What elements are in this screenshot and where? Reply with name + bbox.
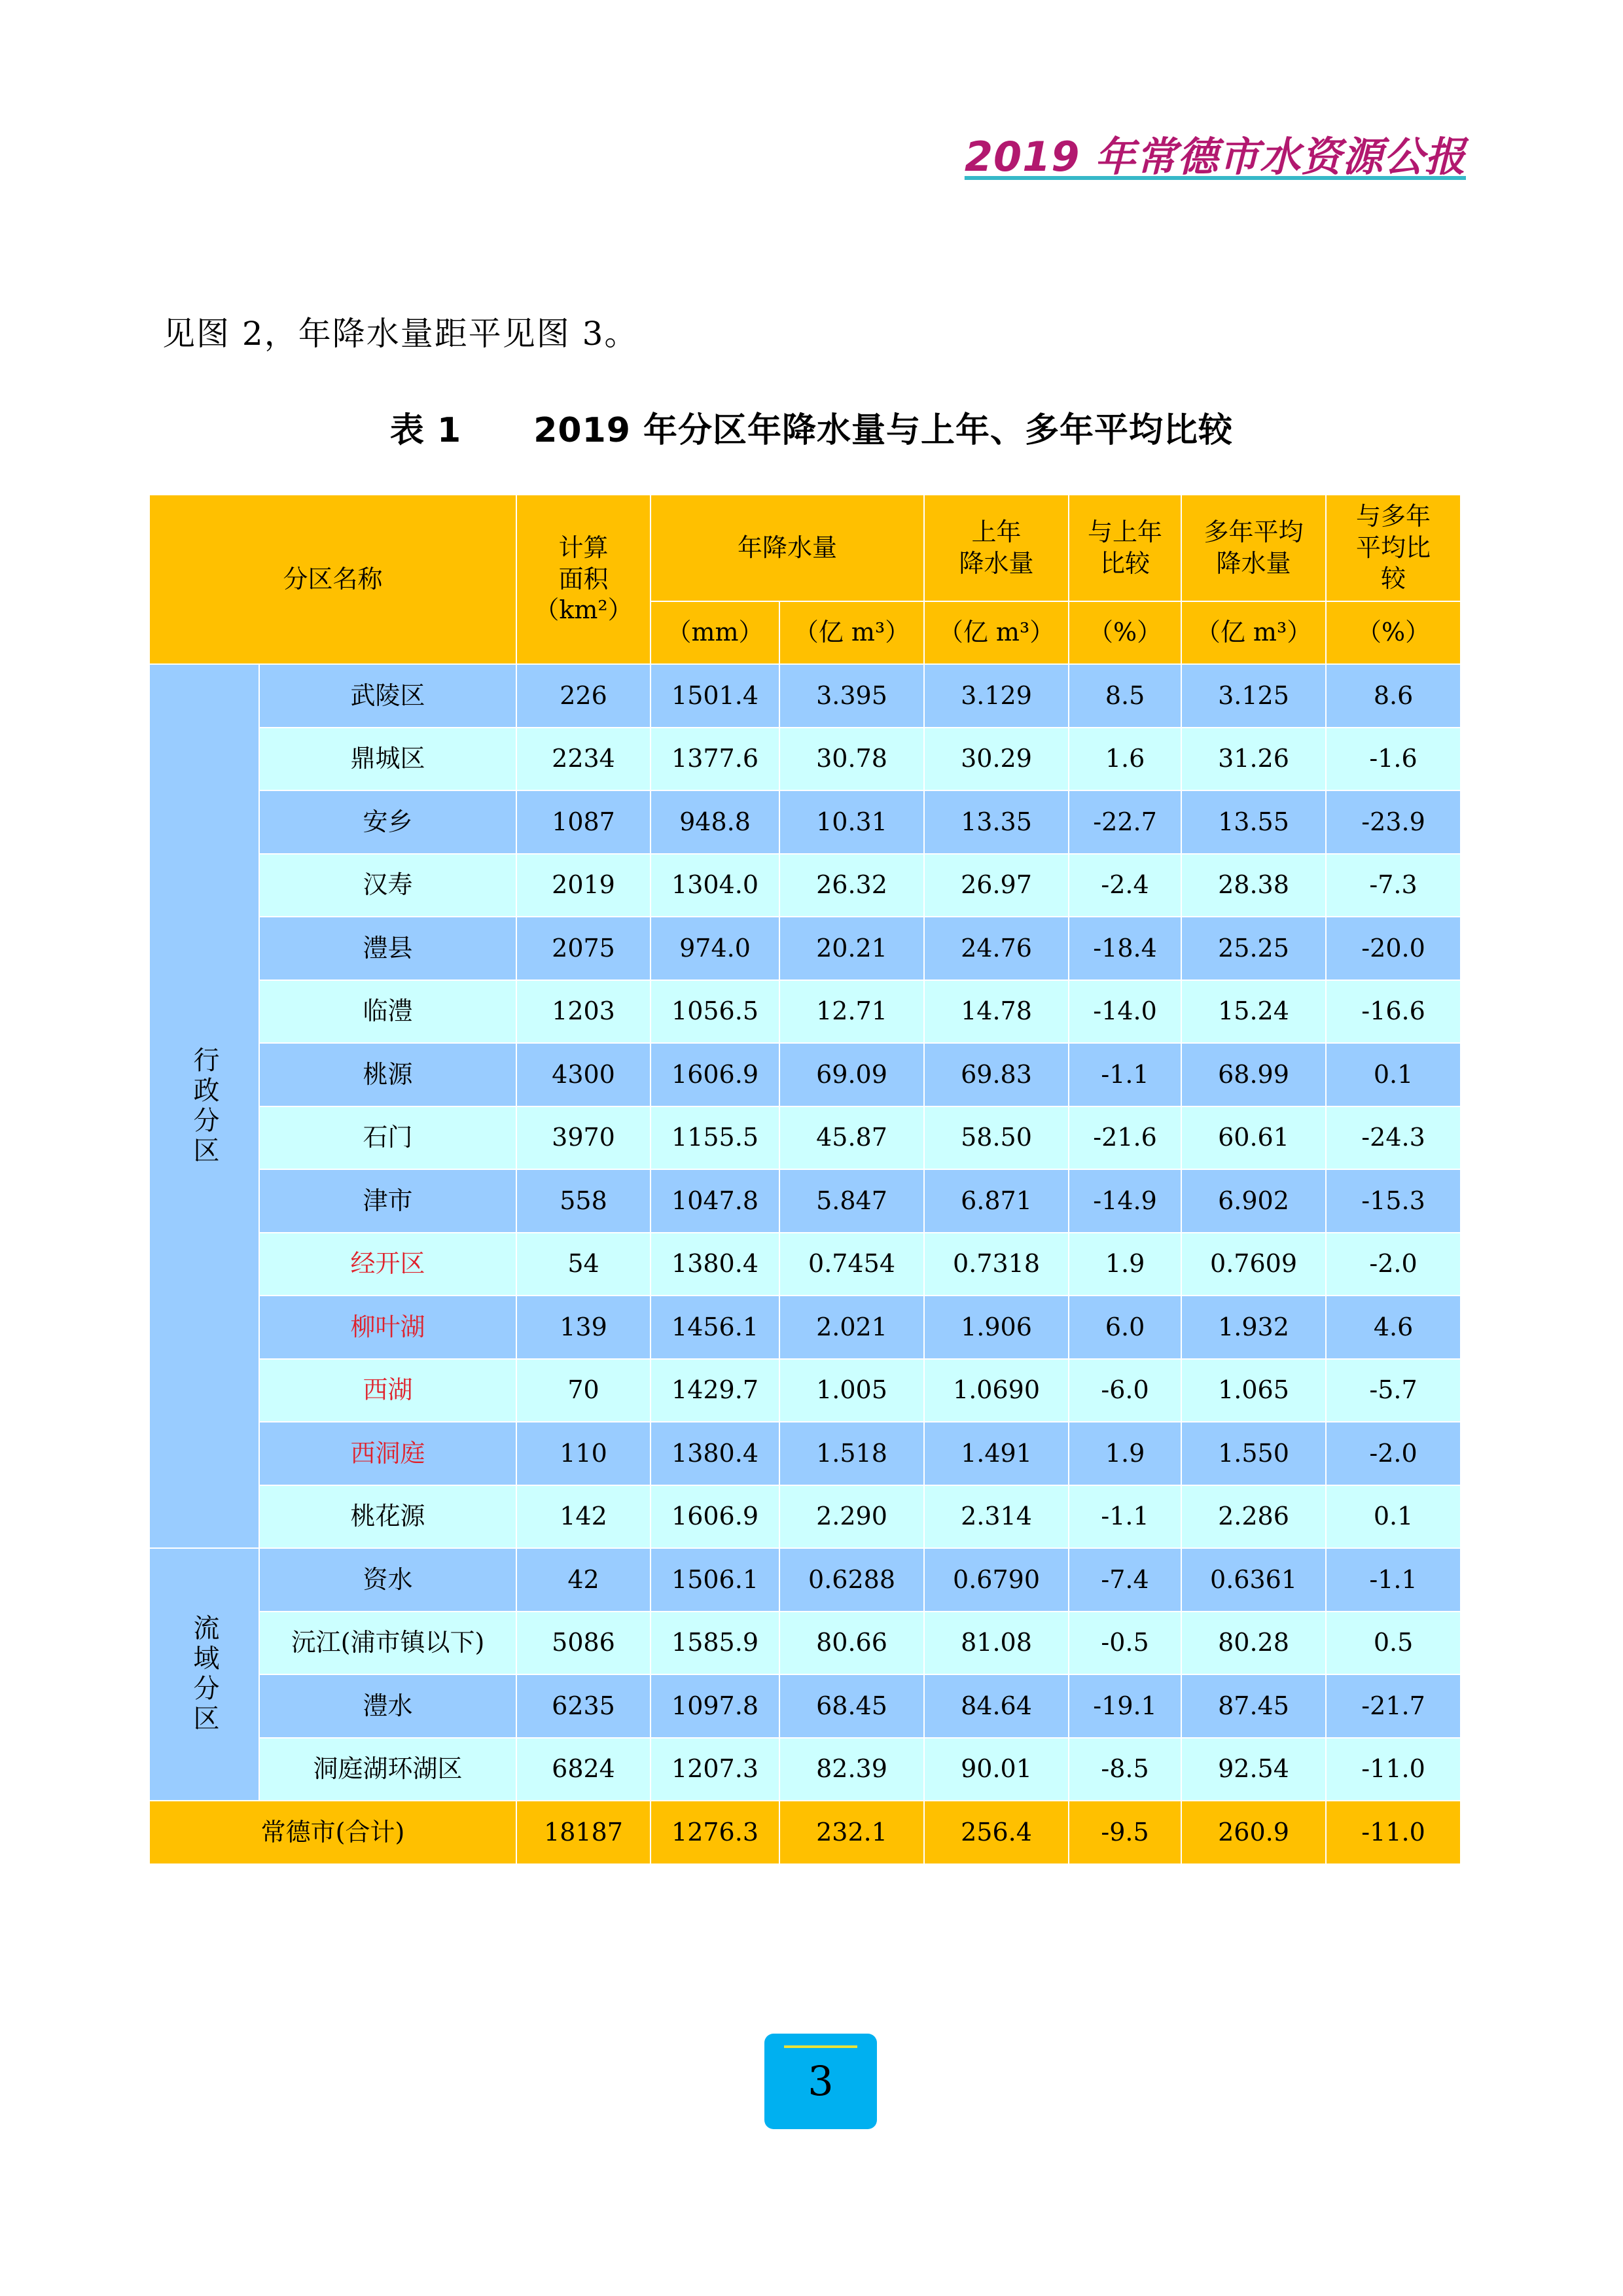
cell-area: 2019	[516, 854, 651, 917]
total-yi: 232.1	[779, 1801, 924, 1864]
cell-vs-multi: -2.0	[1326, 1422, 1461, 1485]
cell-yi: 68.45	[779, 1674, 924, 1738]
cell-vs-multi: 0.5	[1326, 1612, 1461, 1675]
cell-multi: 68.99	[1181, 1043, 1326, 1106]
zone-name: 鼎城区	[259, 728, 516, 791]
cell-area: 6235	[516, 1674, 651, 1738]
cell-multi: 3.125	[1181, 664, 1326, 728]
cell-mm: 1429.7	[651, 1359, 779, 1422]
cell-vs-multi: -1.6	[1326, 728, 1461, 791]
cell-mm: 1380.4	[651, 1233, 779, 1296]
cell-mm: 1207.3	[651, 1738, 779, 1801]
total-last: 256.4	[924, 1801, 1069, 1864]
cell-mm: 1585.9	[651, 1612, 779, 1675]
cell-multi: 92.54	[1181, 1738, 1326, 1801]
zone-name: 沅江(浦市镇以下)	[259, 1612, 516, 1675]
cell-yi: 12.71	[779, 980, 924, 1044]
table-row	[149, 1296, 1461, 1359]
header-area	[516, 495, 651, 664]
total-row	[149, 1801, 1461, 1864]
header-zone-name: 分区名称	[149, 495, 516, 664]
cell-yi: 26.32	[779, 854, 924, 917]
cell-last: 1.491	[924, 1422, 1069, 1485]
cell-vs-last: 1.9	[1069, 1422, 1181, 1485]
cell-area: 70	[516, 1359, 651, 1422]
cell-yi: 0.6288	[779, 1548, 924, 1612]
rainfall-table	[149, 494, 1461, 1865]
cell-yi: 5.847	[779, 1169, 924, 1233]
header-vs-last-line1: 与上年	[1088, 518, 1163, 546]
cell-vs-multi: -7.3	[1326, 854, 1461, 917]
table-row	[149, 1106, 1461, 1170]
header-area-line1: 计算	[558, 533, 609, 563]
zone-name: 西洞庭	[259, 1422, 516, 1485]
cell-area: 4300	[516, 1043, 651, 1106]
unit-multi: （亿 m³）	[1181, 601, 1326, 664]
cell-vs-multi: -15.3	[1326, 1169, 1461, 1233]
cell-mm: 1456.1	[651, 1296, 779, 1359]
cell-area: 558	[516, 1169, 651, 1233]
cell-multi: 15.24	[1181, 980, 1326, 1044]
zone-name: 澧县	[259, 917, 516, 980]
cell-vs-last: -1.1	[1069, 1485, 1181, 1549]
cell-yi: 82.39	[779, 1738, 924, 1801]
table-row	[149, 1043, 1461, 1106]
cell-mm: 1304.0	[651, 854, 779, 917]
table-row	[149, 917, 1461, 980]
page-number-badge: 3	[764, 2034, 877, 2129]
table-row	[149, 1548, 1461, 1612]
cell-vs-last: -8.5	[1069, 1738, 1181, 1801]
unit-pct2: （%）	[1326, 601, 1461, 664]
zone-name: 津市	[259, 1169, 516, 1233]
cell-multi: 0.6361	[1181, 1548, 1326, 1612]
table-row	[149, 980, 1461, 1044]
cell-vs-last: -0.5	[1069, 1612, 1181, 1675]
cell-vs-last: 1.9	[1069, 1233, 1181, 1296]
cell-multi: 13.55	[1181, 790, 1326, 854]
cell-mm: 1606.9	[651, 1043, 779, 1106]
unit-yi: （亿 m³）	[779, 601, 924, 664]
cell-vs-last: -1.1	[1069, 1043, 1181, 1106]
cell-yi: 80.66	[779, 1612, 924, 1675]
cell-mm: 1097.8	[651, 1674, 779, 1738]
cell-area: 1087	[516, 790, 651, 854]
cell-area: 139	[516, 1296, 651, 1359]
header-vs-last	[1069, 495, 1181, 601]
cell-area: 2075	[516, 917, 651, 980]
header-vs-last-line2: 比较	[1100, 548, 1150, 578]
header-multi-year	[1181, 495, 1326, 601]
cell-vs-last: 6.0	[1069, 1296, 1181, 1359]
table-row	[149, 1612, 1461, 1675]
cell-vs-multi: -2.0	[1326, 1233, 1461, 1296]
header-vs-multi	[1326, 495, 1461, 601]
cell-vs-multi: -21.7	[1326, 1674, 1461, 1738]
cell-multi: 1.065	[1181, 1359, 1326, 1422]
table-row	[149, 790, 1461, 854]
report-title: 2019 年常德市水资源公报	[964, 133, 1466, 181]
cell-area: 110	[516, 1422, 651, 1485]
cell-vs-multi: 0.1	[1326, 1485, 1461, 1549]
cell-area: 1203	[516, 980, 651, 1044]
cell-yi: 69.09	[779, 1043, 924, 1106]
table-row	[149, 1485, 1461, 1549]
total-vs-last: -9.5	[1069, 1801, 1181, 1864]
header-last-year	[924, 495, 1069, 601]
cell-vs-last: 1.6	[1069, 728, 1181, 791]
cell-multi: 28.38	[1181, 854, 1326, 917]
table-row	[149, 1422, 1461, 1485]
unit-mm: （mm）	[651, 601, 779, 664]
cell-vs-multi: -23.9	[1326, 790, 1461, 854]
cell-vs-last: -18.4	[1069, 917, 1181, 980]
header-area-line2: 面积	[558, 564, 609, 593]
table-row	[149, 1738, 1461, 1801]
cell-multi: 31.26	[1181, 728, 1326, 791]
cell-yi: 30.78	[779, 728, 924, 791]
cell-mm: 1606.9	[651, 1485, 779, 1549]
table-row	[149, 1359, 1461, 1422]
zone-name: 武陵区	[259, 664, 516, 728]
zone-name: 桃花源	[259, 1485, 516, 1549]
zone-name: 临澧	[259, 980, 516, 1044]
cell-multi: 0.7609	[1181, 1233, 1326, 1296]
cell-area: 2234	[516, 728, 651, 791]
cell-last: 69.83	[924, 1043, 1069, 1106]
cell-multi: 1.932	[1181, 1296, 1326, 1359]
zone-name: 安乡	[259, 790, 516, 854]
cell-mm: 1506.1	[651, 1548, 779, 1612]
cell-yi: 0.7454	[779, 1233, 924, 1296]
header-multi-line1: 多年平均	[1204, 518, 1304, 546]
cell-vs-last: -14.9	[1069, 1169, 1181, 1233]
cell-multi: 25.25	[1181, 917, 1326, 980]
cell-last: 24.76	[924, 917, 1069, 980]
zone-name: 柳叶湖	[259, 1296, 516, 1359]
cell-multi: 1.550	[1181, 1422, 1326, 1485]
table-row	[149, 1169, 1461, 1233]
cell-vs-multi: 0.1	[1326, 1043, 1461, 1106]
cell-area: 54	[516, 1233, 651, 1296]
cell-last: 58.50	[924, 1106, 1069, 1170]
cell-multi: 6.902	[1181, 1169, 1326, 1233]
cell-last: 13.35	[924, 790, 1069, 854]
zone-name: 汉寿	[259, 854, 516, 917]
cell-vs-last: -7.4	[1069, 1548, 1181, 1612]
header-last-year-line2: 降水量	[959, 548, 1034, 578]
header-vs-multi-line3: 较	[1381, 564, 1406, 593]
header-area-unit: （km²）	[534, 595, 633, 625]
total-mm: 1276.3	[651, 1801, 779, 1864]
cell-yi: 10.31	[779, 790, 924, 854]
group-basin: 流域分区	[149, 1548, 259, 1801]
table-row	[149, 1233, 1461, 1296]
unit-pct: （%）	[1069, 601, 1181, 664]
cell-vs-last: -21.6	[1069, 1106, 1181, 1170]
table-row	[149, 664, 1461, 728]
cell-mm: 974.0	[651, 917, 779, 980]
total-name: 常德市(合计)	[149, 1801, 516, 1864]
cell-last: 26.97	[924, 854, 1069, 917]
header-last-year-line1: 上年	[971, 518, 1022, 546]
zone-name: 西湖	[259, 1359, 516, 1422]
cell-yi: 3.395	[779, 664, 924, 728]
cell-last: 3.129	[924, 664, 1069, 728]
cell-last: 30.29	[924, 728, 1069, 791]
cell-vs-last: -6.0	[1069, 1359, 1181, 1422]
cell-vs-multi: -20.0	[1326, 917, 1461, 980]
cell-last: 2.314	[924, 1485, 1069, 1549]
table-row	[149, 728, 1461, 791]
cell-last: 0.7318	[924, 1233, 1069, 1296]
header-annual-rain: 年降水量	[651, 495, 924, 601]
cell-last: 81.08	[924, 1612, 1069, 1675]
total-multi: 260.9	[1181, 1801, 1326, 1864]
cell-yi: 1.518	[779, 1422, 924, 1485]
cell-vs-multi: -11.0	[1326, 1738, 1461, 1801]
cell-multi: 87.45	[1181, 1674, 1326, 1738]
cell-last: 1.0690	[924, 1359, 1069, 1422]
table-number: 表 1	[389, 411, 462, 450]
cell-area: 226	[516, 664, 651, 728]
cell-vs-multi: -1.1	[1326, 1548, 1461, 1612]
cell-vs-last: -19.1	[1069, 1674, 1181, 1738]
cell-area: 5086	[516, 1612, 651, 1675]
cell-vs-last: -22.7	[1069, 790, 1181, 854]
total-vs-multi: -11.0	[1326, 1801, 1461, 1864]
cell-mm: 1377.6	[651, 728, 779, 791]
zone-name: 经开区	[259, 1233, 516, 1296]
cell-mm: 1501.4	[651, 664, 779, 728]
table-row	[149, 854, 1461, 917]
cell-vs-last: -14.0	[1069, 980, 1181, 1044]
cell-vs-multi: -16.6	[1326, 980, 1461, 1044]
zone-name: 石门	[259, 1106, 516, 1170]
cell-last: 90.01	[924, 1738, 1069, 1801]
zone-name: 资水	[259, 1548, 516, 1612]
zone-name: 澧水	[259, 1674, 516, 1738]
cell-multi: 80.28	[1181, 1612, 1326, 1675]
cell-last: 1.906	[924, 1296, 1069, 1359]
zone-name: 洞庭湖环湖区	[259, 1738, 516, 1801]
cell-yi: 45.87	[779, 1106, 924, 1170]
cell-area: 3970	[516, 1106, 651, 1170]
total-area: 18187	[516, 1801, 651, 1864]
unit-last: （亿 m³）	[924, 601, 1069, 664]
header-vs-multi-line1: 与多年	[1356, 502, 1431, 531]
cell-multi: 2.286	[1181, 1485, 1326, 1549]
group-admin: 行政分区	[149, 664, 259, 1548]
cell-mm: 1155.5	[651, 1106, 779, 1170]
cell-vs-multi: -24.3	[1326, 1106, 1461, 1170]
table-caption	[0, 402, 1623, 451]
cell-vs-last: 8.5	[1069, 664, 1181, 728]
cell-yi: 2.290	[779, 1485, 924, 1549]
cell-last: 6.871	[924, 1169, 1069, 1233]
cell-yi: 20.21	[779, 917, 924, 980]
body-paragraph: 见图 2，年降水量距平见图 3。	[162, 315, 639, 353]
cell-mm: 1047.8	[651, 1169, 779, 1233]
cell-vs-multi: 8.6	[1326, 664, 1461, 728]
cell-mm: 1056.5	[651, 980, 779, 1044]
cell-mm: 1380.4	[651, 1422, 779, 1485]
cell-vs-last: -2.4	[1069, 854, 1181, 917]
cell-mm: 948.8	[651, 790, 779, 854]
cell-last: 84.64	[924, 1674, 1069, 1738]
cell-yi: 1.005	[779, 1359, 924, 1422]
header-vs-multi-line2: 平均比	[1356, 533, 1431, 562]
zone-name: 桃源	[259, 1043, 516, 1106]
cell-area: 42	[516, 1548, 651, 1612]
cell-yi: 2.021	[779, 1296, 924, 1359]
cell-last: 14.78	[924, 980, 1069, 1044]
table-title: 2019 年分区年降水量与上年、多年平均比较	[533, 411, 1234, 450]
cell-area: 6824	[516, 1738, 651, 1801]
header-multi-line2: 降水量	[1216, 548, 1291, 578]
cell-vs-multi: 4.6	[1326, 1296, 1461, 1359]
cell-area: 142	[516, 1485, 651, 1549]
cell-vs-multi: -5.7	[1326, 1359, 1461, 1422]
table-row	[149, 1674, 1461, 1738]
cell-multi: 60.61	[1181, 1106, 1326, 1170]
cell-last: 0.6790	[924, 1548, 1069, 1612]
